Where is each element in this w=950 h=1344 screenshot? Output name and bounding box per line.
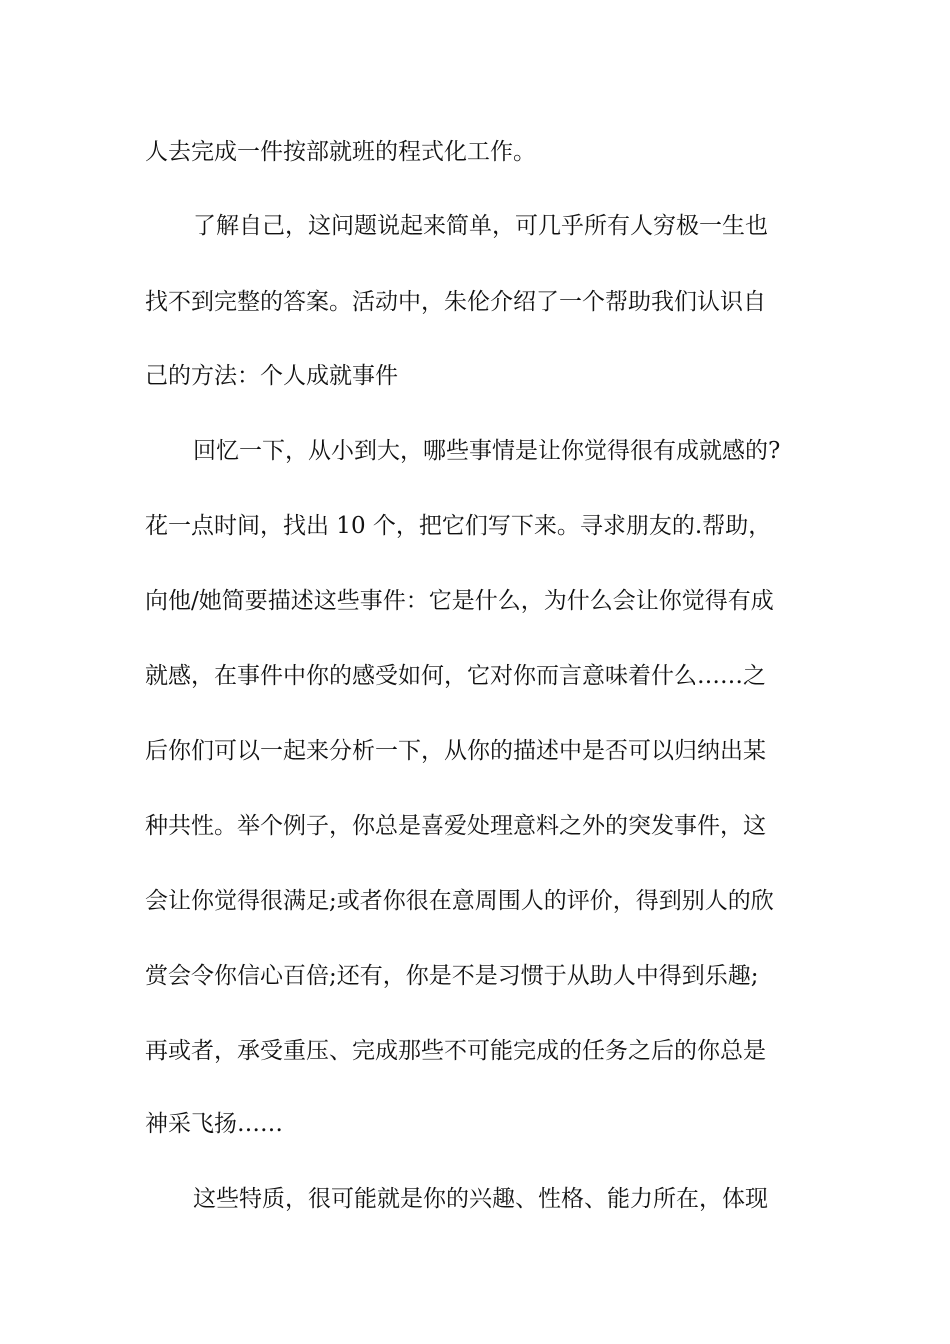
text-line: 人去完成一件按部就班的程式化工作。	[145, 139, 536, 165]
text-line: 己的方法：个人成就事件	[145, 363, 398, 389]
text-line: 会让你觉得很满足;或者你很在意周围人的评价，得到别人的欣	[145, 888, 774, 914]
paragraph-start-line: 回忆一下，从小到大，哪些事情是让你觉得很有成就感的?	[193, 438, 781, 464]
text-line: 种共性。举个例子，你总是喜爱处理意料之外的突发事件，这	[145, 813, 766, 839]
paragraph-start-line: 了解自己，这问题说起来简单，可几乎所有人穷极一生也	[193, 213, 768, 239]
text-line: 神采飞扬……	[145, 1111, 283, 1137]
text-line: 就感，在事件中你的感受如何，它对你而言意味着什么……之	[145, 663, 766, 689]
text-line: 后你们可以一起来分析一下，从你的描述中是否可以归纳出某	[145, 738, 766, 764]
text-line: 向他/她简要描述这些事件：它是什么，为什么会让你觉得有成	[145, 588, 774, 614]
text-line: 再或者，承受重压、完成那些不可能完成的任务之后的你总是	[145, 1038, 766, 1064]
text-line: 赏会令你信心百倍;还有，你是不是习惯于从助人中得到乐趣;	[145, 963, 759, 989]
text-line: 找不到完整的答案。活动中，朱伦介绍了一个帮助我们认识自	[145, 289, 766, 315]
text-line: 花一点时间，找出 10 个，把它们写下来。寻求朋友的.帮助，	[145, 513, 772, 539]
paragraph-start-line: 这些特质，很可能就是你的兴趣、性格、能力所在，体现	[193, 1186, 768, 1212]
